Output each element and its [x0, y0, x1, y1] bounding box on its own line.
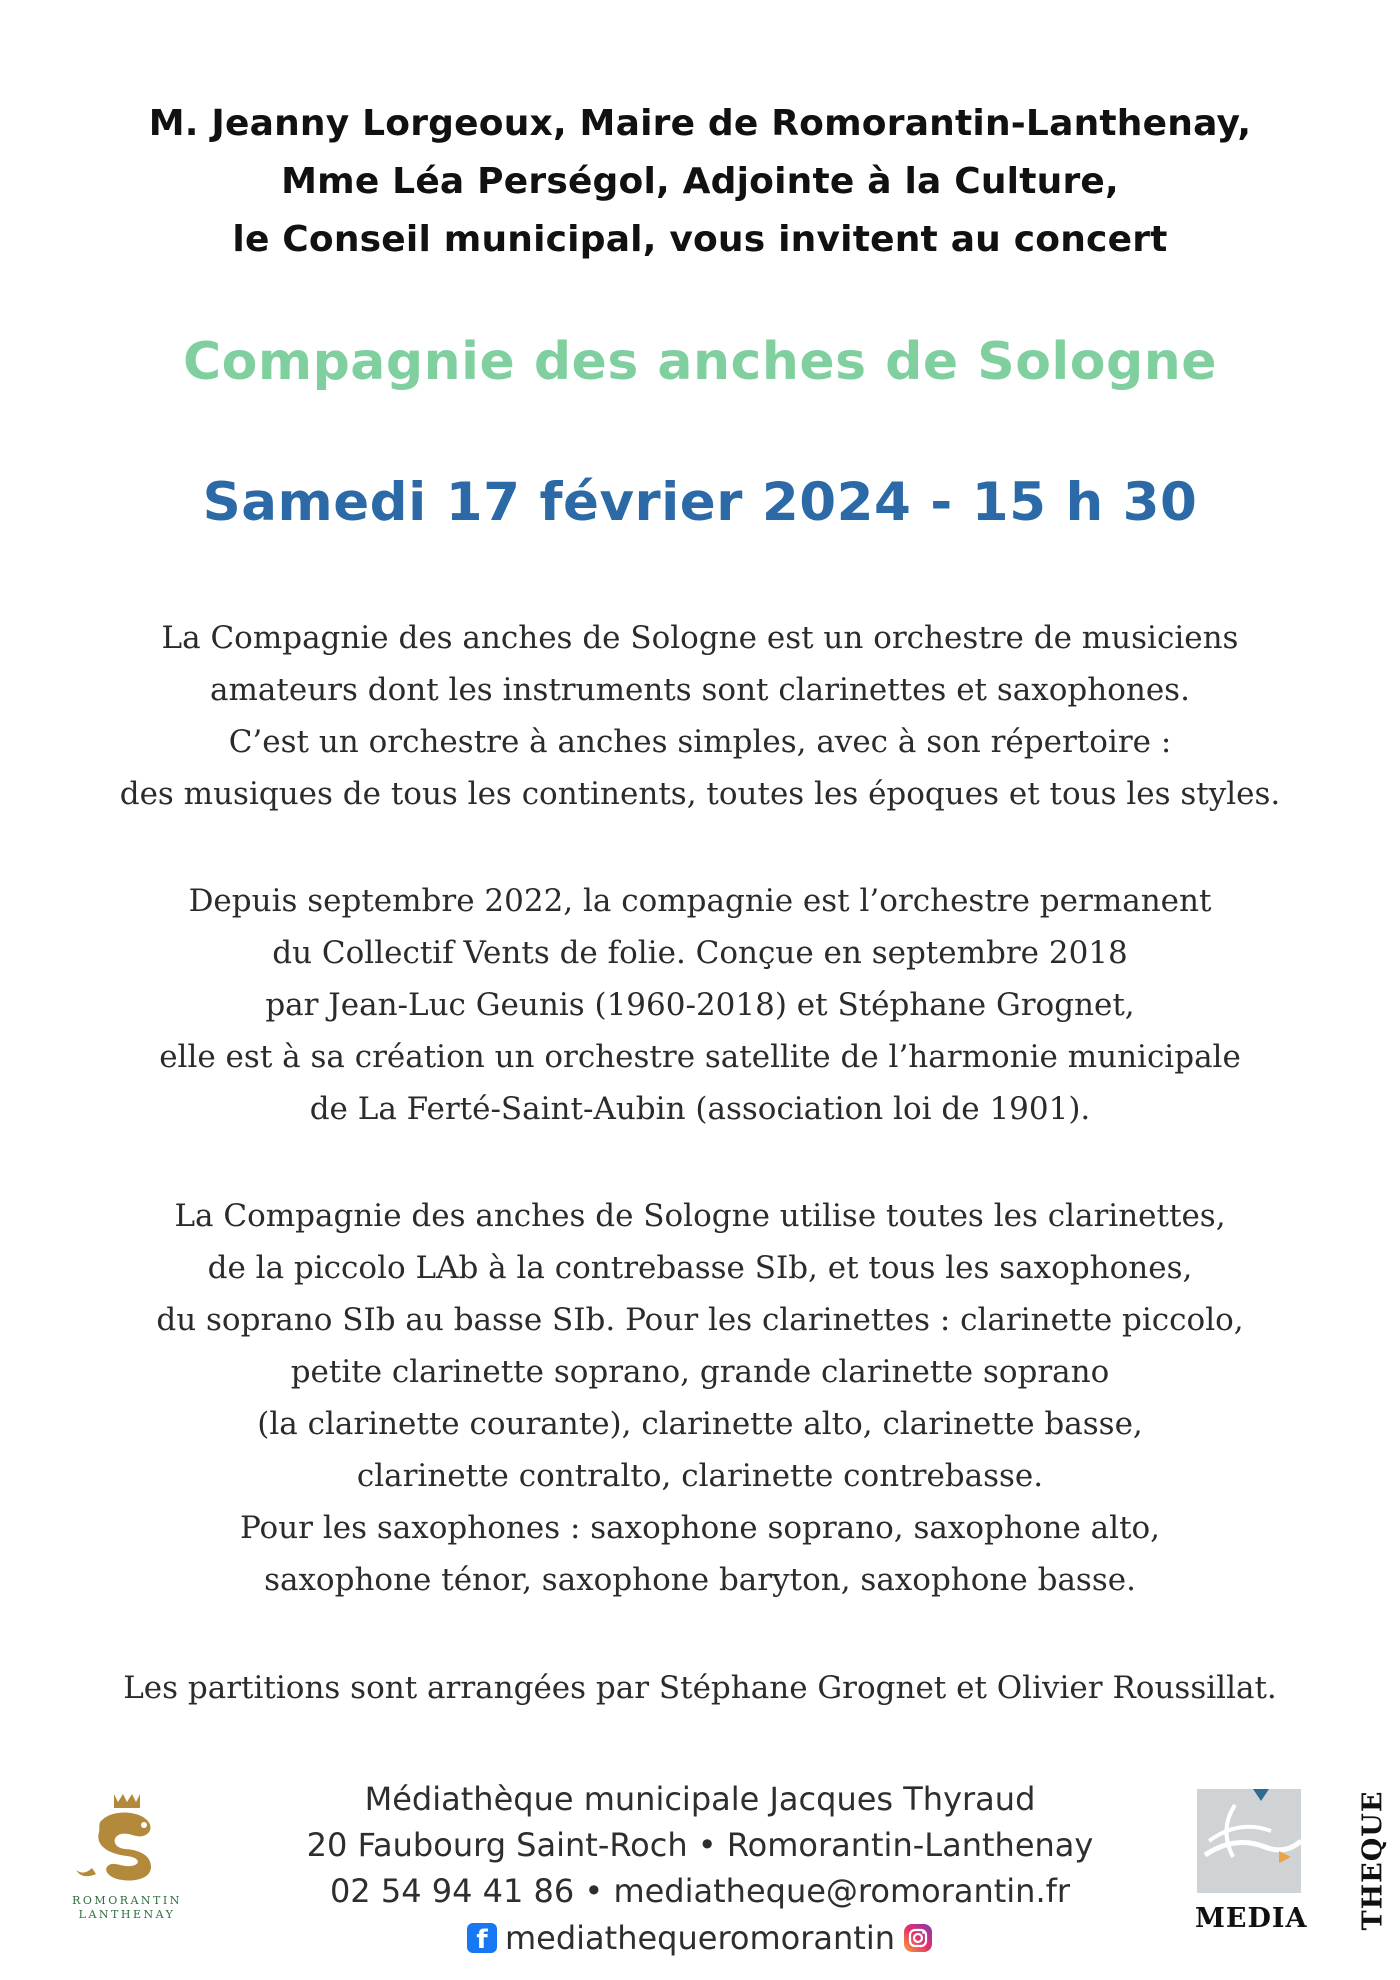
mediatheque-logo — [1195, 1785, 1389, 1935]
text-line: de La Ferté-Saint-Aubin (association loi de 1901). — [309, 1091, 1091, 1127]
text-line: elle est à sa création un orchestre satellite de l’harmonie municipale — [159, 1039, 1241, 1075]
description-paragraph-4 — [40, 1662, 1360, 1714]
description-paragraph-2 — [40, 875, 1360, 1135]
text-line: du Collectif Vents de folie. Conçue en septembre 2018 — [272, 935, 1128, 971]
salamander-crown-icon — [72, 1790, 182, 1890]
social-handle[interactable]: mediathequeromorantin — [504, 1919, 895, 1957]
text-line: Les partitions sont arrangées par Stéphane Grognet et Olivier Roussillat. — [123, 1670, 1277, 1706]
text-line: Depuis septembre 2022, la compagnie est l’orchestre permanent — [188, 883, 1212, 919]
mediatheque-logo-media: MEDIA — [1195, 1903, 1308, 1934]
invitation-line: le Conseil municipal, vous invitent au concert — [232, 219, 1168, 260]
venue-name: Médiathèque municipale Jacques Thyraud — [364, 1780, 1036, 1818]
description-paragraph-3 — [40, 1190, 1360, 1606]
venue-address: 20 Faubourg Saint-Roch • Romorantin-Lanthenay — [306, 1826, 1094, 1864]
instagram-icon[interactable] — [903, 1923, 933, 1953]
text-line: clarinette contralto, clarinette contrebasse. — [356, 1458, 1044, 1494]
text-line: saxophone ténor, saxophone baryton, saxophone basse. — [264, 1562, 1136, 1598]
facebook-icon[interactable]: f — [467, 1923, 497, 1953]
text-line: petite clarinette soprano, grande clarinette soprano — [290, 1354, 1110, 1390]
text-line: du soprano SIb au basse SIb. Pour les clarinettes : clarinette piccolo, — [156, 1302, 1244, 1338]
text-line: (la clarinette courante), clarinette alto, clarinette basse, — [257, 1406, 1143, 1442]
description-paragraph-1 — [40, 612, 1360, 820]
text-line: par Jean-Luc Geunis (1960-2018) et Stéphane Grognet, — [265, 987, 1135, 1023]
text-line: de la piccolo LAb à la contrebasse SIb, et tous les saxophones, — [207, 1250, 1193, 1286]
book-wave-icon — [1195, 1785, 1305, 1895]
text-line: C’est un orchestre à anches simples, avec à son répertoire : — [228, 724, 1172, 760]
venue-contact-block — [250, 1776, 1150, 1961]
text-line: Pour les saxophones : saxophone soprano, saxophone alto, — [239, 1510, 1161, 1546]
city-logo — [52, 1790, 202, 1920]
text-line: amateurs dont les instruments sont clarinettes et saxophones. — [210, 672, 1190, 708]
social-line — [250, 1914, 1150, 1961]
invitation-hosts — [0, 95, 1400, 269]
venue-contact: 02 54 94 41 86 • mediatheque@romorantin.fr — [329, 1872, 1071, 1910]
mediatheque-logo-theque: THEQUE — [1357, 1790, 1389, 1931]
text-line: des musiques de tous les continents, toutes les époques et tous les styles. — [119, 776, 1281, 812]
city-logo-caption: ROMORANTIN LANTHENAY — [72, 1894, 182, 1921]
invitation-line: M. Jeanny Lorgeoux, Maire de Romorantin-Lanthenay, — [148, 103, 1252, 144]
event-date-time: Samedi 17 février 2024 - 15 h 30 — [202, 472, 1198, 533]
invitation-line: Mme Léa Perségol, Adjointe à la Culture, — [281, 161, 1119, 202]
ensemble-title: Compagnie des anches de Sologne — [183, 332, 1217, 392]
text-line: La Compagnie des anches de Sologne utilise toutes les clarinettes, — [174, 1198, 1226, 1234]
text-line: La Compagnie des anches de Sologne est un orchestre de musiciens — [161, 620, 1239, 656]
